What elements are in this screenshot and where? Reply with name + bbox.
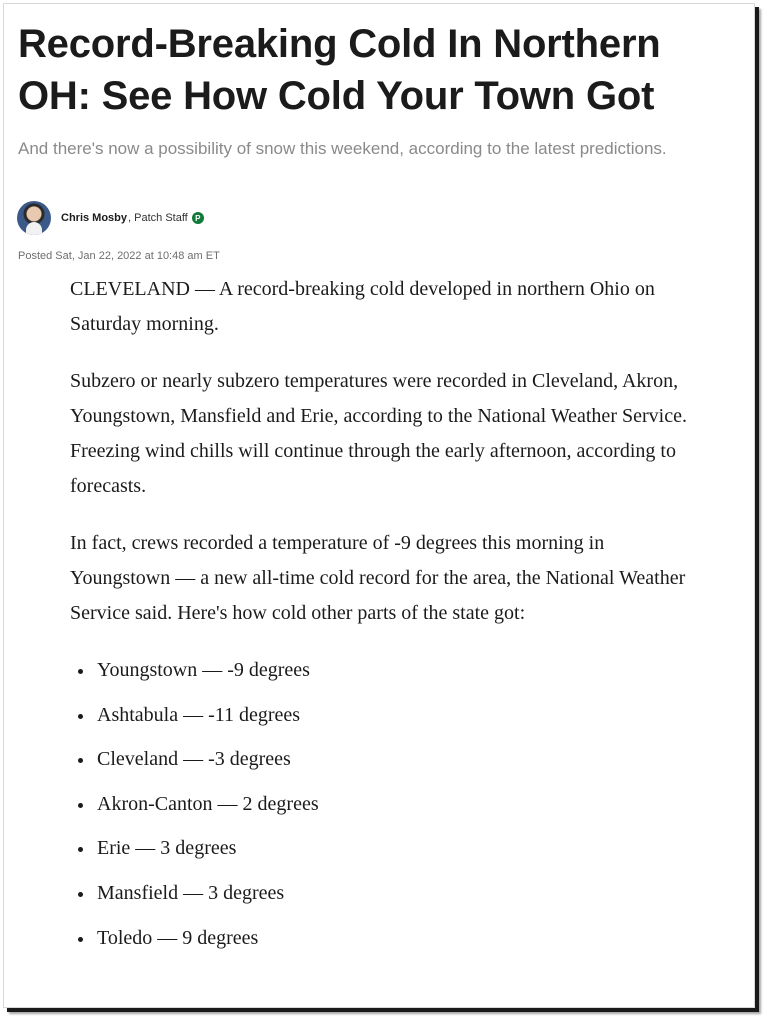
list-item xyxy=(70,831,690,876)
bullet-icon xyxy=(78,803,83,808)
bullet-icon xyxy=(78,714,83,719)
list-item-text: Erie — 3 degrees xyxy=(97,837,237,860)
paragraph: In fact, crews recorded a temperature of -9 degrees this morning in Youngstown — a new all-time cold record for the area, the National Weather Service said. Here's how cold other parts of the state got: xyxy=(70,532,686,624)
paragraph: Subzero or nearly subzero temperatures were recorded in Cleveland, Akron, Youngstown, Mansfield and Erie, according to the National Weather Service. Freezing wind chills will continue through the early afternoon, according to forecasts. xyxy=(70,370,687,497)
bullet-icon xyxy=(78,892,83,897)
list-item xyxy=(70,653,690,698)
bullet-icon xyxy=(78,937,83,942)
author-avatar[interactable] xyxy=(17,201,51,235)
bullet-icon xyxy=(78,758,83,763)
list-item-text: Toledo — 9 degrees xyxy=(97,926,259,949)
list-item xyxy=(70,742,690,787)
list-item xyxy=(70,921,690,966)
byline xyxy=(17,200,204,236)
list-item-text: Cleveland — -3 degrees xyxy=(97,748,291,771)
list-item-text: Akron-Canton — 2 degrees xyxy=(97,792,319,815)
list-item-text: Mansfield — 3 degrees xyxy=(97,881,285,904)
article-card xyxy=(3,3,755,1008)
list-item xyxy=(70,698,690,743)
author-role: , Patch Staff xyxy=(128,212,188,224)
author-name[interactable]: Chris Mosby xyxy=(61,212,128,224)
article-subheadline: And there's now a possibility of snow this weekend, according to the latest predictions. xyxy=(18,139,667,158)
list-item-text: Ashtabula — -11 degrees xyxy=(97,703,301,726)
article-headline: Record-Breaking Cold In Northern OH: See How Cold Your Town Got xyxy=(18,22,661,118)
bullet-icon xyxy=(78,847,83,852)
temperature-list xyxy=(70,653,690,965)
posted-timestamp: Posted Sat, Jan 22, 2022 at 10:48 am ET xyxy=(18,250,220,262)
article-body xyxy=(70,272,690,965)
bullet-icon xyxy=(78,669,83,674)
list-item xyxy=(70,876,690,921)
list-item xyxy=(70,787,690,832)
list-item-text: Youngstown — -9 degrees xyxy=(97,659,310,681)
patch-staff-badge-icon: P xyxy=(192,212,204,224)
paragraph: CLEVELAND — A record-breaking cold developed in northern Ohio on Saturday morning. xyxy=(70,278,655,335)
